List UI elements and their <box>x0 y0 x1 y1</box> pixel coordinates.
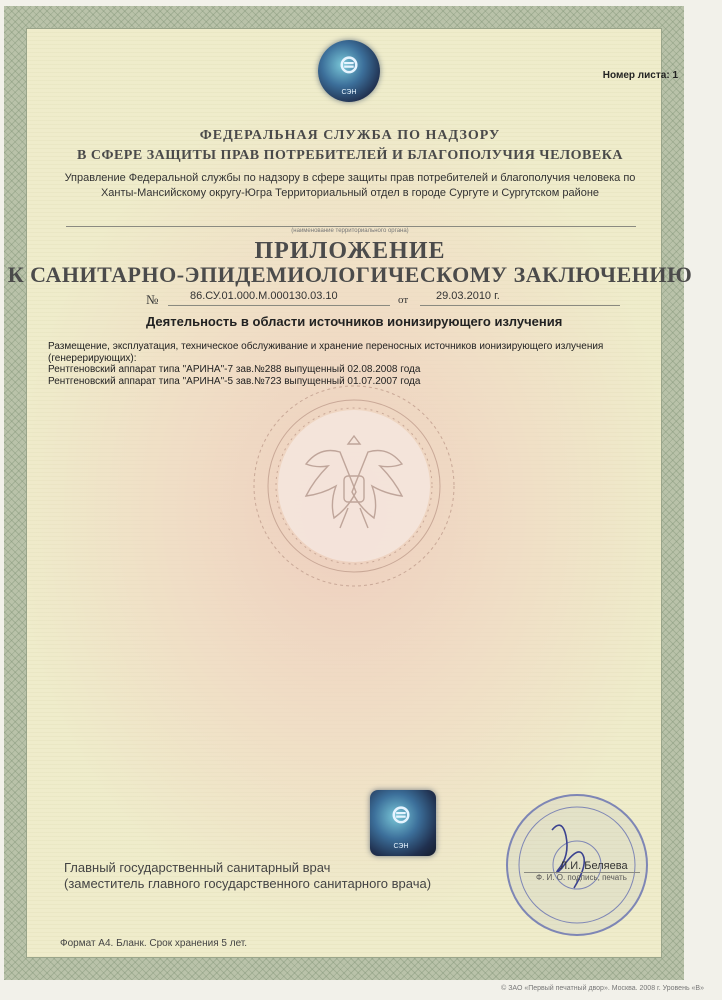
description-block <box>48 341 688 387</box>
state-emblem-rosette <box>244 376 464 596</box>
description-line: (генерерирующих): <box>48 352 137 364</box>
agency-title-line1: ФЕДЕРАЛЬНАЯ СЛУЖБА ПО НАДЗОРУ <box>199 128 501 143</box>
signature-caption: Ф. И. О. подпись, печать <box>536 873 627 882</box>
activity-title: Деятельность в области источников ионизирующего излучения <box>146 314 563 329</box>
number-rule <box>168 305 390 306</box>
hologram-bottom-icon: ⊜ СЭН <box>370 790 436 856</box>
sheet-number: Номер листа: 1 <box>602 70 678 81</box>
form-format-note: Формат А4. Бланк. Срок хранения 5 лет. <box>60 938 248 949</box>
conclusion-number: 86.СУ.01.000.М.000130.03.10 <box>190 290 338 302</box>
hologram-top-icon: ⊜ СЭН <box>318 40 380 102</box>
description-line: Рентгеновский аппарат типа "АРИНА"-7 зав.№288 выпущенный 02.08.2008 года <box>48 364 421 375</box>
department-line1: Управление Федеральной службы по надзору в сфере защиты прав потребителей и благополучия человека по <box>64 172 636 184</box>
signatory-name: Л.И. Беляева <box>560 860 628 872</box>
printer-imprint: © ЗАО «Первый печатный двор». Москва. 2008 г. Уровень «В» <box>501 985 704 992</box>
conclusion-date: 29.03.2010 г. <box>436 290 500 302</box>
date-prefix: от <box>398 294 409 306</box>
description-line: Рентгеновский аппарат типа "АРИНА"-5 зав.№723 выпущенный 01.07.2007 года <box>48 375 421 387</box>
agency-title-line2: В СФЕРЕ ЗАЩИТЫ ПРАВ ПОТРЕБИТЕЛЕЙ И БЛАГОПОЛУЧИЯ ЧЕЛОВЕКА <box>77 148 623 163</box>
signatory-title: Главный государственный санитарный врач <box>64 860 331 875</box>
department-line2: Ханты-Мансийскому округу-Югра Территориальный отдел в городе Сургуте и Сургутском районе <box>100 187 600 199</box>
description-line: Размещение, эксплуатация, техническое обслуживание и хранение переносных источников ионизирующего излучения <box>48 341 604 352</box>
appendix-title: ПРИЛОЖЕНИЕ <box>254 238 446 264</box>
department-rule <box>66 226 636 227</box>
appendix-subtitle: К САНИТАРНО-ЭПИДЕМИОЛОГИЧЕСКОМУ ЗАКЛЮЧЕНИЮ <box>7 262 693 287</box>
date-rule <box>420 305 620 306</box>
number-symbol: № <box>146 292 159 307</box>
signatory-title-deputy: (заместитель главного государственного санитарного врача) <box>64 876 432 891</box>
department-rule-caption: (наименование территориального органа) <box>291 228 409 234</box>
